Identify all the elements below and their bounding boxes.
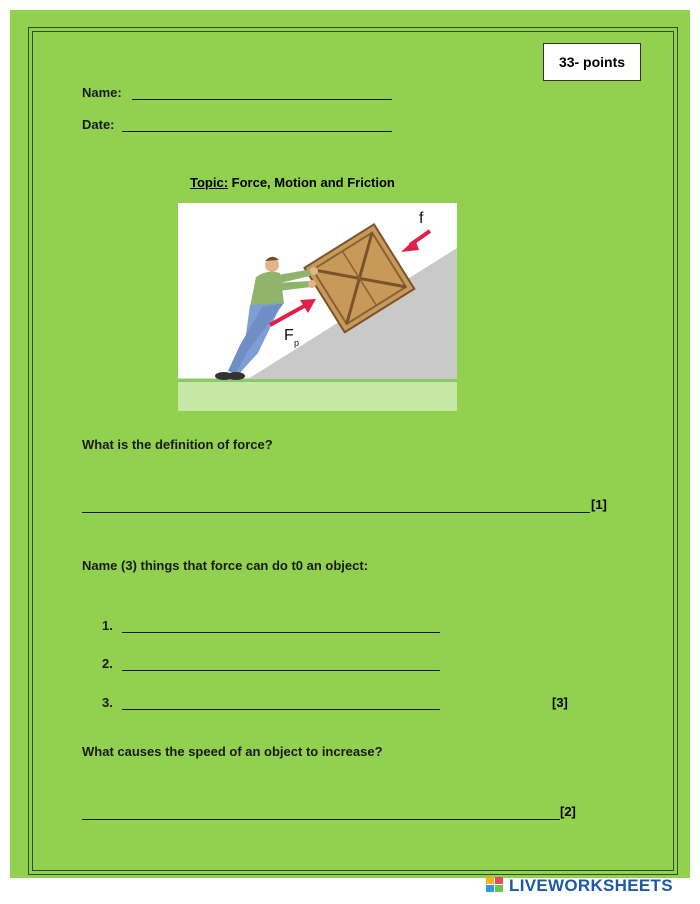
question-2-item-number: 3. bbox=[102, 695, 113, 710]
question-2-mark: [3] bbox=[552, 695, 568, 710]
ground-strip bbox=[178, 378, 457, 411]
points-label: 33- points bbox=[558, 54, 626, 70]
question-2-item-number: 2. bbox=[102, 656, 113, 671]
question-1-answer-line[interactable] bbox=[82, 512, 590, 513]
question-2-text: Name (3) things that force can do t0 an object: bbox=[82, 558, 369, 573]
label-fp: F bbox=[284, 327, 294, 344]
topic-prefix: Topic: bbox=[190, 175, 229, 190]
question-3-answer-line[interactable] bbox=[82, 819, 560, 820]
date-field[interactable] bbox=[122, 131, 392, 132]
label-fp-subscript: p bbox=[294, 338, 300, 348]
topic-heading bbox=[190, 175, 395, 190]
name-field[interactable] bbox=[132, 99, 392, 100]
liveworksheets-logo-text: LIVEWORKSHEETS bbox=[509, 876, 673, 895]
question-2-answer-line-3[interactable] bbox=[122, 709, 440, 710]
label-f: f bbox=[419, 210, 424, 227]
question-2-item-number: 1. bbox=[102, 618, 113, 633]
points-box bbox=[543, 43, 641, 81]
question-1-mark: [1] bbox=[591, 497, 607, 512]
liveworksheets-icon bbox=[486, 877, 504, 893]
topic-text: Force, Motion and Friction bbox=[231, 175, 395, 190]
question-2-answer-line-1[interactable] bbox=[122, 632, 440, 633]
question-2-answer-line-2[interactable] bbox=[122, 670, 440, 671]
liveworksheets-logo[interactable] bbox=[486, 876, 673, 896]
question-3-text: What causes the speed of an object to increase? bbox=[82, 744, 383, 759]
force-illustration bbox=[178, 203, 457, 411]
question-1-text: What is the definition of force? bbox=[82, 437, 273, 452]
worksheet-page bbox=[10, 10, 690, 878]
name-label: Name: bbox=[82, 85, 122, 100]
question-3-mark: [2] bbox=[560, 804, 576, 819]
date-label: Date: bbox=[82, 117, 115, 132]
